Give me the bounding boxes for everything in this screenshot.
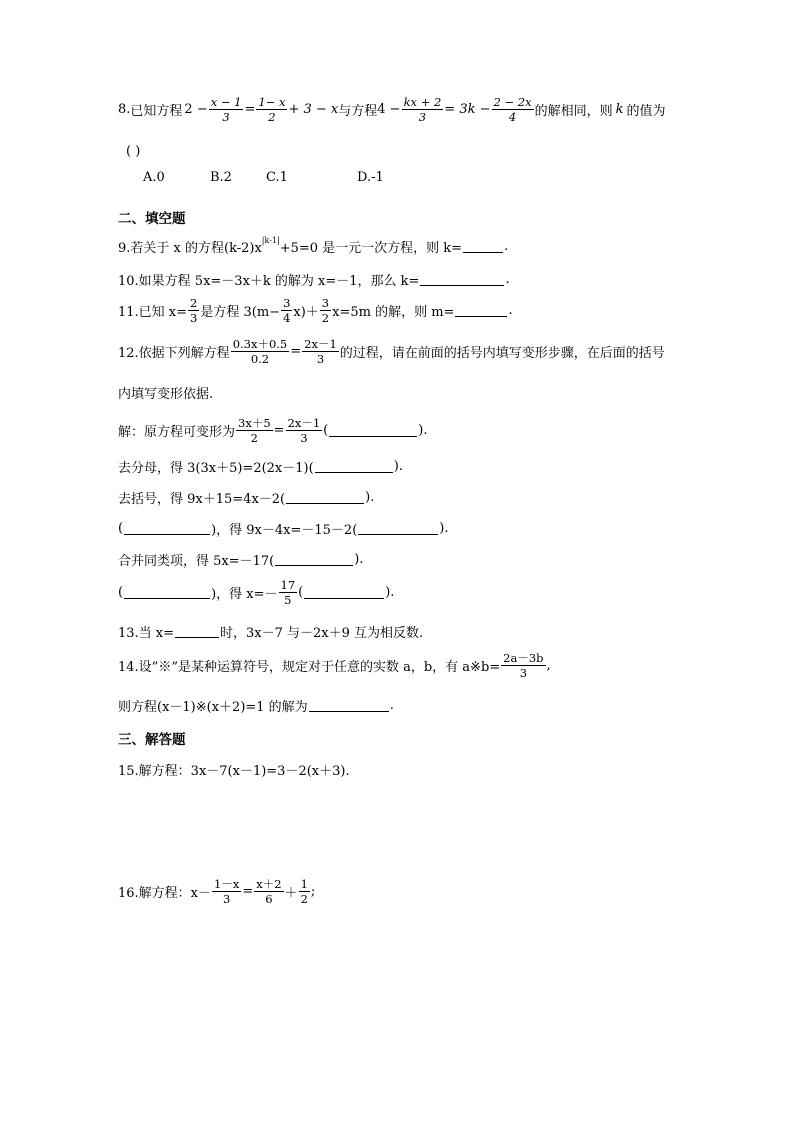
q8-equals: =	[244, 102, 256, 118]
q8-text: 已知方程	[130, 104, 183, 120]
q11-fraction-3: 3 2	[321, 296, 330, 326]
q8-term: 2 −	[184, 102, 208, 118]
q12-fraction-1: $\frac{0.3x+0.5}{0.2}$	[232, 337, 288, 367]
q11-answer-blank[interactable]	[455, 305, 507, 317]
q12-line-2: 内填写变形依据.	[118, 387, 214, 402]
q12-step4-step-blank[interactable]	[124, 523, 210, 535]
q13-answer-blank[interactable]	[175, 626, 219, 638]
question-15: 15.解方程：3x－7(x－1)=3－2(x＋3).	[118, 764, 350, 779]
question-12: 12.依据下列解方程 $\frac{0.3x+0.5}{0.2}$ = $\frac{2x-1}{3}$ 的过程，请在前面的括号内填写变形步骤，在后面的括号	[118, 337, 665, 367]
q12-step5-reason-blank[interactable]	[275, 554, 353, 566]
q8-term: 4 −	[377, 102, 401, 118]
q12-step2-reason-blank[interactable]	[315, 461, 393, 473]
q12-fraction-2: $\frac{2x-1}{3}$	[304, 337, 337, 367]
q8-term: + 3 − x	[288, 102, 339, 118]
q9-answer-blank[interactable]	[463, 241, 503, 253]
q8-term: = 3k −	[444, 102, 491, 118]
q12-step-3: 去括号，得 9x＋15=4x－2( ).	[118, 490, 375, 507]
question-8	[118, 96, 666, 123]
q9-exponent: |k-1|	[261, 236, 280, 245]
option-b: B.2	[210, 169, 232, 185]
q8-answer-paren: ( )	[126, 144, 141, 159]
q16-fraction-2: $\frac{x+2}{6}$	[256, 877, 282, 907]
q12-step3-reason-blank[interactable]	[286, 492, 364, 504]
q16-fraction-3: 1 2	[300, 877, 308, 907]
q12-step-1: 解：原方程可变形为 $\frac{3x+5}{2}$ = $\frac{2x-1}{3}$ ( ).	[118, 416, 428, 446]
q11-fraction-1: $\frac{2}{3}$	[190, 296, 198, 326]
q8-text: 的解相同，则	[534, 104, 613, 120]
q12-step1-fraction-2: $\frac{2x-1}{3}$	[287, 416, 321, 446]
q12-step6-reason-blank[interactable]	[304, 587, 384, 599]
q11-fraction-2: $\frac{3}{4}$	[283, 296, 291, 326]
q12-step-5: 合并同类项，得 5x=－17( ).	[118, 552, 364, 569]
q14-line-2: 则方程(x－1)※(x＋2)=1 的解为 .	[118, 698, 394, 715]
question-16: 16.解方程：x－ $\frac{1-x}{3}$ = $\frac{x+2}{6}$ ＋ 1 2 ;	[118, 877, 316, 907]
q8-text: 与方程	[338, 104, 378, 120]
q8-fraction-1: $\frac{x - 1}{3}$	[210, 95, 242, 125]
q16-fraction-1: $\frac{1-x}{3}$	[214, 877, 240, 907]
q14-answer-blank[interactable]	[309, 700, 389, 712]
q12-step-4: ( )，得 9x－4x=－15－2( ).	[118, 521, 449, 538]
option-d: D.-1	[357, 169, 384, 185]
q12-step-2: 去分母，得 3(3x＋5)=2(2x－1)( ).	[118, 459, 403, 476]
q12-step4-reason-blank[interactable]	[358, 523, 438, 535]
question-11: 11.已知 x= $\frac{2}{3}$ 是方程 3(m− $\frac{3}{4}$ x)＋ 3 2 x=5m 的解，则 m= .	[118, 296, 513, 326]
section-fill-blank-heading: 二、填空题	[118, 211, 186, 227]
q8-number: 8.	[118, 102, 131, 118]
option-a: A.0	[143, 169, 165, 185]
option-c: C.1	[266, 169, 288, 185]
q14-fraction: $\frac{2a-3b}{3}$	[503, 651, 544, 681]
q8-fraction-2: $\frac{1- x}{2}$	[258, 95, 286, 125]
section-solve-heading: 三、解答题	[118, 732, 186, 748]
question-9: 9.若关于 x 的方程(k-2)x |k-1| +5=0 是一元一次方程，则 k= .	[118, 236, 509, 256]
q8-variable: k	[615, 102, 624, 118]
q12-step6-step-blank[interactable]	[124, 587, 210, 599]
question-10: 10.如果方程 5x=－3x＋k 的解为 x=－1，那么 k= .	[118, 272, 510, 289]
q12-step6-fraction: 17 5	[280, 578, 296, 608]
question-13: 13.当 x= 时，3x－7 与－2x＋9 互为相反数.	[118, 626, 424, 641]
q12-step1-reason-blank[interactable]	[329, 425, 417, 437]
q8-fraction-4: $\frac{2 - 2x}{4}$	[493, 95, 532, 125]
q8-text: 的值为	[626, 104, 666, 120]
q12-step1-fraction-1: $\frac{3x+5}{2}$	[238, 416, 271, 446]
q8-fraction-3: $\frac{kx + 2}{3}$	[403, 95, 442, 125]
q12-step-6: ( )，得 x=－ 17 5 ( ).	[118, 578, 395, 608]
question-14: 14.设”※”是某种运算符号，规定对于任意的实数 a，b，有 a※b= $\frac{2a-3b}{3}$ ,	[118, 651, 551, 681]
q10-answer-blank[interactable]	[420, 274, 504, 286]
